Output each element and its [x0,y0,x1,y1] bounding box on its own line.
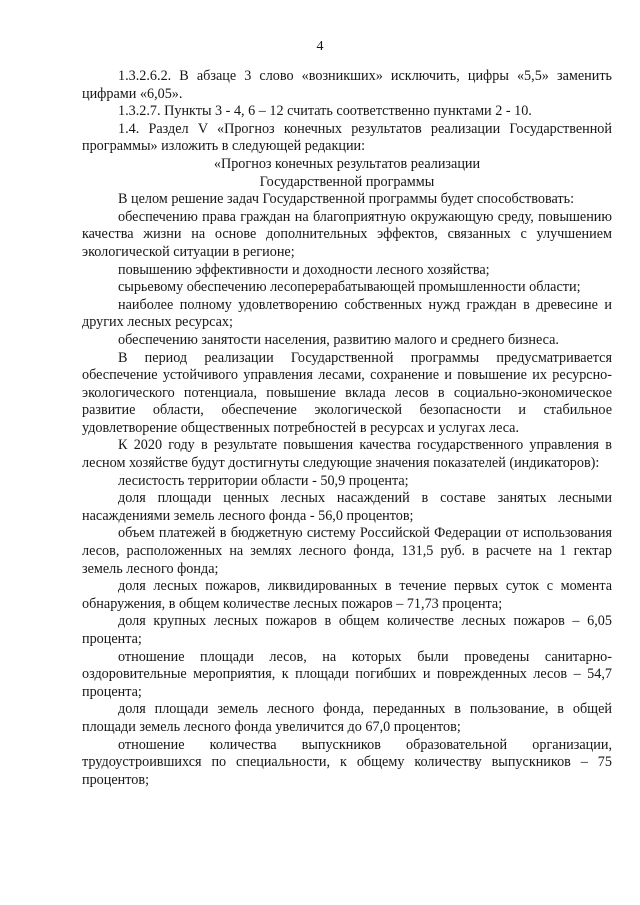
paragraph: отношение площади лесов, на которых были проведены санитарно-оздоровительные мероприятия, к площади погибших и поврежденных лесов – 54,7 процента; [82,648,612,700]
document-body [82,68,612,789]
section-heading-line: «Прогноз конечных результатов реализации [213,155,481,172]
paragraph: объем платежей в бюджетную систему Российской Федерации от использования лесов, расположенных на землях лесного фонда, 131,5 руб. в расчете на 1 гектар земель лесного фонда; [82,525,612,577]
paragraph: сырьевому обеспечению лесоперерабатывающей промышленности области; [118,279,581,296]
paragraph: лесистость территории области - 50,9 процента; [118,472,409,489]
paragraph: В целом решение задач Государственной программы будет способствовать: [118,191,575,208]
paragraph: доля площади ценных лесных насаждений в составе занятых лесными насаждениями земель лесного фонда - 56,0 процентов; [82,490,612,524]
paragraph: наиболее полному удовлетворению собственных нужд граждан в древесине и других лесных ресурсах; [82,296,612,331]
page-number: 4 [316,39,324,54]
paragraph: доля площади земель лесного фонда, переданных в пользование, в общей площади земель лесного фонда увеличится до 67,0 процентов; [82,701,612,735]
paragraph: К 2020 году в результате повышения качества государственного управления в лесном хозяйстве будут достигнуты следующие значения показателей (индикаторов): [82,437,612,472]
paragraph: обеспечению права граждан на благоприятную окружающую среду, повышению качества жизни на основе дополнительных эффектов, связанных с улучшением экологической ситуации в регионе; [82,208,612,260]
paragraph: обеспечению занятости населения, развитию малого и среднего бизнеса. [118,331,559,348]
paragraph: доля лесных пожаров, ликвидированных в течение первых суток с момента обнаружения, в общем количестве лесных пожаров – 71,73 процента; [82,578,612,612]
paragraph: отношение количества выпускников образовательной организации, трудоустроившихся по специальности, к общему количеству выпускников – 75 процентов; [82,736,612,788]
paragraph: доля крупных лесных пожаров в общем количестве лесных пожаров – 6,05 процента; [82,613,612,647]
paragraph: 1.4. Раздел V «Прогноз конечных результатов реализации Государственной программы» изложить в следующей редакции: [82,120,612,155]
paragraph: повышению эффективности и доходности лесного хозяйства; [118,261,490,278]
paragraph: 1.3.2.6.2. В абзаце 3 слово «возникших» исключить, цифры «5,5» заменить цифрами «6,05». [82,68,612,102]
paragraph: В период реализации Государственной программы предусматривается обеспечение устойчивого управления лесами, сохранение и повышение их ресурсно-экологического потенциала, повышение вклада лесов в социально-экономическое развитие области, обеспечение экологической безопасности и стабильное удовлетворение общественных потребностей в ресурсах и услугах леса. [82,349,612,436]
section-heading-line: Государственной программы [259,173,435,190]
paragraph: 1.3.2.7. Пункты 3 - 4, 6 – 12 считать соответственно пунктами 2 - 10. [118,103,532,120]
